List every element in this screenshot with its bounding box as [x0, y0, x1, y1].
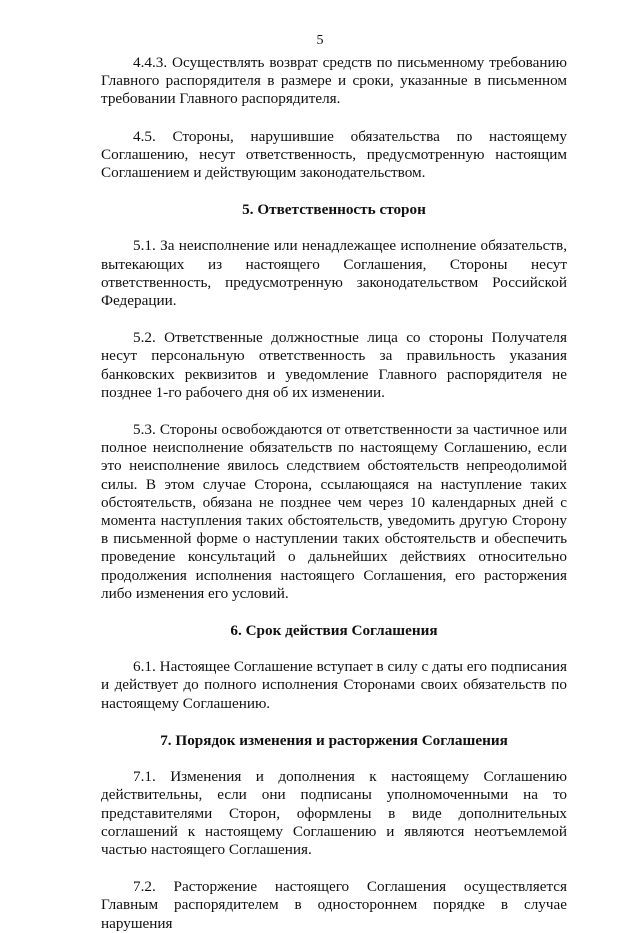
section-heading-6: 6. Срок действия Соглашения: [230, 622, 438, 640]
paragraph-5-3: 5.3. Стороны освобождаются от ответственности за частичное или полное неисполнение обязательств по настоящему Соглашению, если это неисполнение явилось следствием обстоятельств непреодолимой силы. В этом случае Сторона, ссылающаяся на наступление таких обстоятельств, обязана не позднее чем через 10 календарных дней с момента наступления таких обстоятельств, уведомить другую Сторону в письменной форме о наступлении таких обстоятельств и обеспечить проведение консультаций о дальнейших действиях относительно продолжения исполнения настоящего Соглашения, его расторжения либо изменения его условий.: [101, 421, 567, 602]
section-heading-5: 5. Ответственность сторон: [242, 201, 426, 219]
paragraph-4-4-3: 4.4.3. Осуществлять возврат средств по письменному требованию Главного распорядителя в размере и сроки, указанные в письменном требовании Главного распорядителя.: [101, 54, 567, 108]
document-body: [101, 54, 567, 933]
section-heading-7: 7. Порядок изменения и расторжения Соглашения: [160, 731, 508, 749]
paragraph-5-1: 5.1. За неисполнение или ненадлежащее исполнение обязательств, вытекающих из настоящего Соглашения, Стороны несут ответственность, предусмотренную законодательством Российской Федерации.: [101, 237, 567, 310]
paragraph-6-1: 6.1. Настоящее Соглашение вступает в силу с даты его подписания и действует до полного исполнения Сторонами своих обязательств по настоящему Соглашению.: [101, 658, 567, 712]
paragraph-5-2: 5.2. Ответственные должностные лица со стороны Получателя несут персональную ответственность за правильность указания банковских реквизитов и уведомление Главного распорядителя не позднее 1-го рабочего дня об их изменении.: [101, 329, 567, 401]
paragraph-7-2: 7.2. Расторжение настоящего Соглашения осуществляется Главным распорядителем в одностороннем порядке в случае нарушения: [101, 878, 567, 932]
paragraph-7-1: 7.1. Изменения и дополнения к настоящему Соглашению действительны, если они подписаны уполномоченными на то представителями Сторон, оформлены в виде дополнительных соглашений к настоящему Соглашению и являются неотъемлемой частью настоящего Соглашения.: [101, 768, 567, 858]
paragraph-4-5: 4.5. Стороны, нарушившие обязательства по настоящему Соглашению, несут ответственность, предусмотренную настоящим Соглашением и действующим законодательством.: [101, 127, 567, 182]
page-number: 5: [316, 33, 324, 48]
